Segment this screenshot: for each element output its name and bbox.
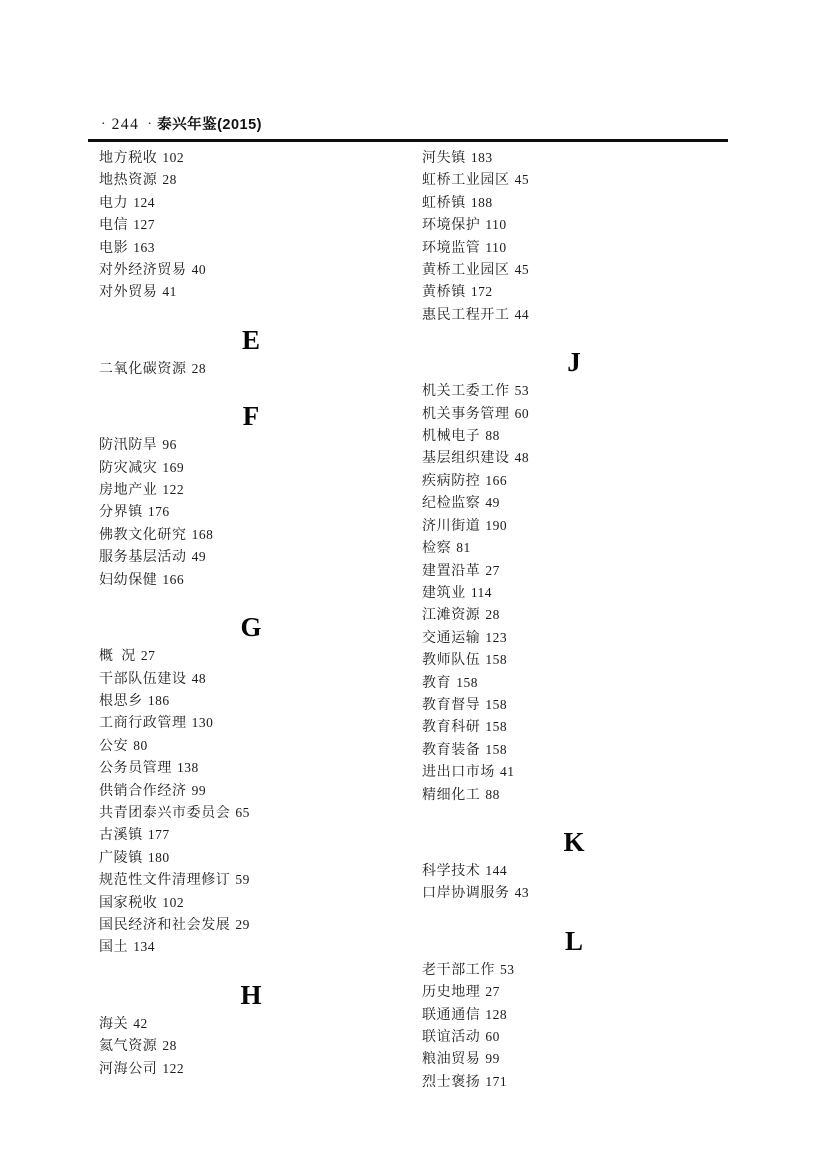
index-entry: [99, 780, 403, 802]
index-entry: [422, 425, 726, 447]
header-rule: [88, 139, 728, 142]
index-entry: [422, 147, 726, 169]
index-entry: [422, 281, 726, 303]
entry-term: 黄桥镇: [422, 285, 466, 301]
index-entry: [422, 192, 726, 214]
index-entry: [99, 757, 403, 779]
entry-term: 建置沿革: [422, 563, 481, 579]
index-entry: [422, 882, 726, 904]
entry-page-number: 28: [162, 1038, 177, 1054]
entry-page-number: 27: [485, 984, 500, 1000]
entry-term: 惠民工程开工: [422, 307, 510, 323]
entry-term: 根思乡: [99, 693, 143, 709]
index-entry: [99, 1035, 403, 1057]
entry-term: 纪检监察: [422, 496, 481, 512]
entry-page-number: 59: [235, 872, 250, 888]
index-entry: [422, 1004, 726, 1026]
entry-term: 检察: [422, 541, 452, 557]
entry-term: 防灾减灾: [99, 460, 158, 476]
index-entry: [99, 802, 403, 824]
index-entry: [422, 1071, 726, 1093]
entry-page-number: 163: [133, 239, 155, 255]
index-entry: [99, 479, 403, 501]
index-entry: [422, 627, 726, 649]
entry-term: 公务员管理: [99, 761, 172, 777]
section-letter-L: L: [564, 925, 583, 956]
header-dot-right-icon: ·: [147, 117, 153, 132]
entry-page-number: 65: [235, 804, 250, 820]
entry-page-number: 60: [514, 405, 530, 421]
entry-term: 对外贸易: [99, 285, 158, 301]
index-entry: [422, 739, 726, 761]
entry-term: 进出口市场: [422, 765, 495, 781]
entry-page-number: 158: [485, 741, 508, 757]
index-entry: [422, 237, 726, 259]
entry-page-number: 123: [485, 629, 508, 645]
entry-page-number: 122: [162, 1060, 185, 1076]
entry-term: 妇幼保健: [99, 572, 158, 588]
entry-term: 规范性文件清理修订: [99, 873, 231, 889]
entry-page-number: 144: [485, 862, 508, 878]
entry-term: 防汛防旱: [99, 438, 158, 454]
entry-page-number: 110: [485, 217, 507, 233]
entry-page-number: 40: [191, 262, 207, 278]
entry-page-number: 43: [514, 885, 530, 901]
entry-page-number: 81: [456, 540, 471, 556]
entry-term: 对外经济贸易: [99, 263, 187, 279]
index-entry: [99, 668, 403, 690]
index-entry: [99, 524, 403, 546]
entry-term: 精细化工: [422, 787, 481, 803]
entry-term: 联通通信: [422, 1007, 481, 1023]
entry-term: 黄桥工业园区: [422, 263, 510, 279]
entry-page-number: 127: [133, 217, 155, 233]
entry-page-number: 190: [485, 517, 508, 533]
entry-term: 服务基层活动: [99, 550, 187, 566]
entry-term: 机关事务管理: [422, 406, 510, 422]
entry-term: 共青团泰兴市委员会: [99, 805, 231, 821]
index-entry: [422, 403, 726, 425]
index-entry: [422, 784, 726, 806]
index-entry: [422, 761, 726, 783]
header-book-title: 泰兴年鉴(2015): [157, 117, 263, 133]
index-entry: [99, 1058, 403, 1080]
entry-page-number: 53: [500, 961, 515, 977]
entry-term: 机械电子: [422, 429, 481, 445]
entry-page-number: 45: [514, 262, 530, 278]
index-columns: [99, 147, 726, 1093]
index-entry: [422, 694, 726, 716]
entry-page-number: 80: [133, 737, 148, 753]
entry-page-number: 110: [485, 239, 507, 255]
entry-page-number: 42: [133, 1015, 148, 1031]
entry-page-number: 41: [162, 284, 177, 300]
entry-term: 河失镇: [422, 151, 466, 166]
index-entry: [99, 214, 403, 236]
entry-page-number: 172: [470, 284, 493, 300]
entry-page-number: 49: [485, 495, 500, 511]
entry-term: 海关: [99, 1016, 129, 1032]
entry-term: 电信: [99, 218, 129, 234]
entry-page-number: 183: [470, 150, 493, 165]
entry-page-number: 27: [140, 648, 156, 664]
entry-page-number: 176: [147, 504, 170, 520]
section-letter-J: J: [567, 347, 581, 378]
entry-term: 粮油贸易: [422, 1052, 481, 1068]
entry-page-number: 124: [133, 194, 155, 210]
entry-page-number: 186: [147, 692, 170, 708]
index-entry: [99, 735, 403, 757]
entry-term: 环境监管: [422, 240, 481, 256]
entry-term: 疾病防控: [422, 473, 481, 489]
entry-term: 河海公司: [99, 1061, 158, 1077]
index-column-left: [99, 147, 403, 1080]
index-entry: [422, 214, 726, 236]
entry-term: 国民经济和社会发展: [99, 917, 231, 933]
index-entry: [422, 560, 726, 582]
index-entry: [99, 847, 403, 869]
entry-page-number: 134: [133, 939, 155, 955]
entry-page-number: 28: [485, 607, 500, 623]
entry-term: 电影: [99, 240, 129, 256]
entry-page-number: 41: [500, 764, 515, 780]
index-entry: [99, 690, 403, 712]
index-entry: [99, 259, 403, 281]
entry-page-number: 28: [191, 360, 207, 376]
index-entry: [99, 192, 403, 214]
index-entry: [99, 546, 403, 568]
entry-page-number: 158: [485, 696, 508, 712]
entry-term: 地热资源: [99, 173, 158, 189]
entry-term: 教师队伍: [422, 653, 481, 669]
index-entry: [99, 501, 403, 523]
section-letter-G: G: [240, 612, 262, 643]
entry-page-number: 138: [177, 760, 199, 776]
entry-page-number: 29: [235, 916, 250, 932]
entry-term: 江滩资源: [422, 608, 481, 624]
section-letter-K: K: [563, 826, 585, 857]
entry-term: 国家税收: [99, 895, 158, 911]
index-entry: [422, 981, 726, 1003]
entry-term: 国土: [99, 940, 129, 956]
index-entry: [99, 237, 403, 259]
entry-page-number: 60: [485, 1029, 500, 1044]
index-entry: [99, 1013, 403, 1035]
entry-page-number: 99: [191, 782, 207, 798]
section-letter-E: E: [241, 324, 260, 355]
entry-term: 教育: [422, 675, 452, 691]
index-entry: [99, 712, 403, 734]
entry-page-number: 158: [485, 652, 508, 668]
entry-term: 教育装备: [422, 742, 481, 758]
entry-page-number: 177: [147, 827, 170, 843]
entry-page-number: 96: [162, 437, 177, 453]
entry-term: 机关工委工作: [422, 384, 510, 400]
index-entry: [422, 1026, 726, 1048]
index-entry: [422, 604, 726, 626]
entry-page-number: 27: [485, 562, 500, 578]
entry-term: 佛教文化研究: [99, 527, 187, 543]
entry-page-number: 102: [162, 894, 185, 910]
entry-page-number: 88: [485, 786, 500, 802]
section-letter-F: F: [242, 401, 260, 432]
index-entry: [422, 1048, 726, 1070]
entry-term: 口岸协调服务: [422, 886, 510, 902]
entry-term: 教育督导: [422, 697, 481, 713]
entry-term: 虹桥镇: [422, 195, 466, 211]
index-entry: [99, 434, 403, 456]
entry-page-number: 49: [191, 549, 207, 565]
entry-page-number: 48: [191, 670, 207, 686]
entry-term: 建筑业: [422, 585, 466, 601]
index-entry: [99, 914, 403, 936]
entry-term: 基层组织建设: [422, 451, 510, 467]
index-entry: [99, 936, 403, 958]
index-entry: [99, 281, 403, 303]
entry-term: 交通运输: [422, 630, 481, 646]
entry-page-number: 102: [162, 150, 185, 165]
index-entry: [422, 716, 726, 738]
index-entry: [99, 892, 403, 914]
entry-term: 虹桥工业园区: [422, 173, 510, 189]
entry-page-number: 128: [485, 1006, 508, 1022]
entry-term: 烈士褒扬: [422, 1074, 481, 1090]
entry-term: 房地产业: [99, 483, 158, 499]
entry-page-number: 130: [191, 715, 214, 731]
entry-page-number: 168: [191, 526, 214, 542]
index-entry: [422, 672, 726, 694]
entry-page-number: 53: [514, 383, 530, 399]
entry-page-number: 99: [485, 1051, 500, 1067]
entry-term: 工商行政管理: [99, 716, 187, 732]
index-entry: [422, 582, 726, 604]
index-entry: [422, 492, 726, 514]
index-entry: [422, 959, 726, 981]
entry-page-number: 28: [162, 172, 177, 188]
index-entry: [99, 457, 403, 479]
index-column-right: [422, 147, 726, 1093]
index-entry: [422, 860, 726, 882]
entry-term: 概 况: [99, 649, 136, 665]
index-entry: [422, 259, 726, 281]
entry-term: 供销合作经济: [99, 783, 187, 799]
entry-term: 历史地理: [422, 985, 481, 1001]
entry-page-number: 169: [162, 459, 185, 475]
entry-term: 科学技术: [422, 863, 481, 879]
index-entry: [99, 869, 403, 891]
entry-term: 济川街道: [422, 518, 481, 534]
index-entry: [422, 470, 726, 492]
entry-page-number: 122: [162, 482, 185, 498]
index-entry: [422, 169, 726, 191]
index-entry: [99, 169, 403, 191]
entry-term: 分界镇: [99, 505, 143, 521]
header-page-number: 244: [111, 116, 140, 133]
index-entry: [99, 645, 403, 667]
page-header: [101, 115, 262, 135]
entry-term: 广陵镇: [99, 850, 143, 866]
entry-page-number: 88: [485, 428, 500, 444]
entry-page-number: 188: [470, 194, 493, 210]
entry-page-number: 166: [162, 571, 185, 587]
index-entry: [99, 147, 403, 169]
index-entry: [99, 824, 403, 846]
section-letter-H: H: [240, 979, 262, 1010]
entry-term: 古溪镇: [99, 828, 143, 844]
index-entry: [422, 380, 726, 402]
entry-term: 公安: [99, 738, 129, 754]
entry-page-number: 158: [485, 719, 508, 735]
entry-page-number: 166: [485, 472, 508, 488]
index-entry: [422, 537, 726, 559]
entry-term: 环境保护: [422, 218, 481, 234]
entry-term: 联谊活动: [422, 1030, 481, 1045]
entry-page-number: 114: [470, 584, 493, 600]
entry-term: 教育科研: [422, 720, 481, 736]
entry-page-number: 45: [514, 172, 530, 188]
entry-term: 地方税收: [99, 151, 158, 166]
index-entry: [422, 649, 726, 671]
entry-page-number: 48: [514, 450, 530, 466]
index-entry: [99, 358, 403, 380]
header-dot-left-icon: ·: [101, 117, 106, 132]
entry-page-number: 44: [514, 306, 530, 322]
entry-term: 干部队伍建设: [99, 671, 187, 687]
entry-term: 电力: [99, 195, 129, 211]
entry-term: 氦气资源: [99, 1039, 158, 1055]
index-entry: [422, 515, 726, 537]
entry-page-number: 180: [147, 849, 170, 865]
index-entry: [422, 447, 726, 469]
entry-term: 老干部工作: [422, 962, 495, 978]
entry-page-number: 158: [456, 674, 478, 690]
index-entry: [99, 569, 403, 591]
index-entry: [422, 304, 726, 326]
entry-term: 二氧化碳资源: [99, 361, 187, 377]
entry-page-number: 171: [485, 1073, 508, 1089]
